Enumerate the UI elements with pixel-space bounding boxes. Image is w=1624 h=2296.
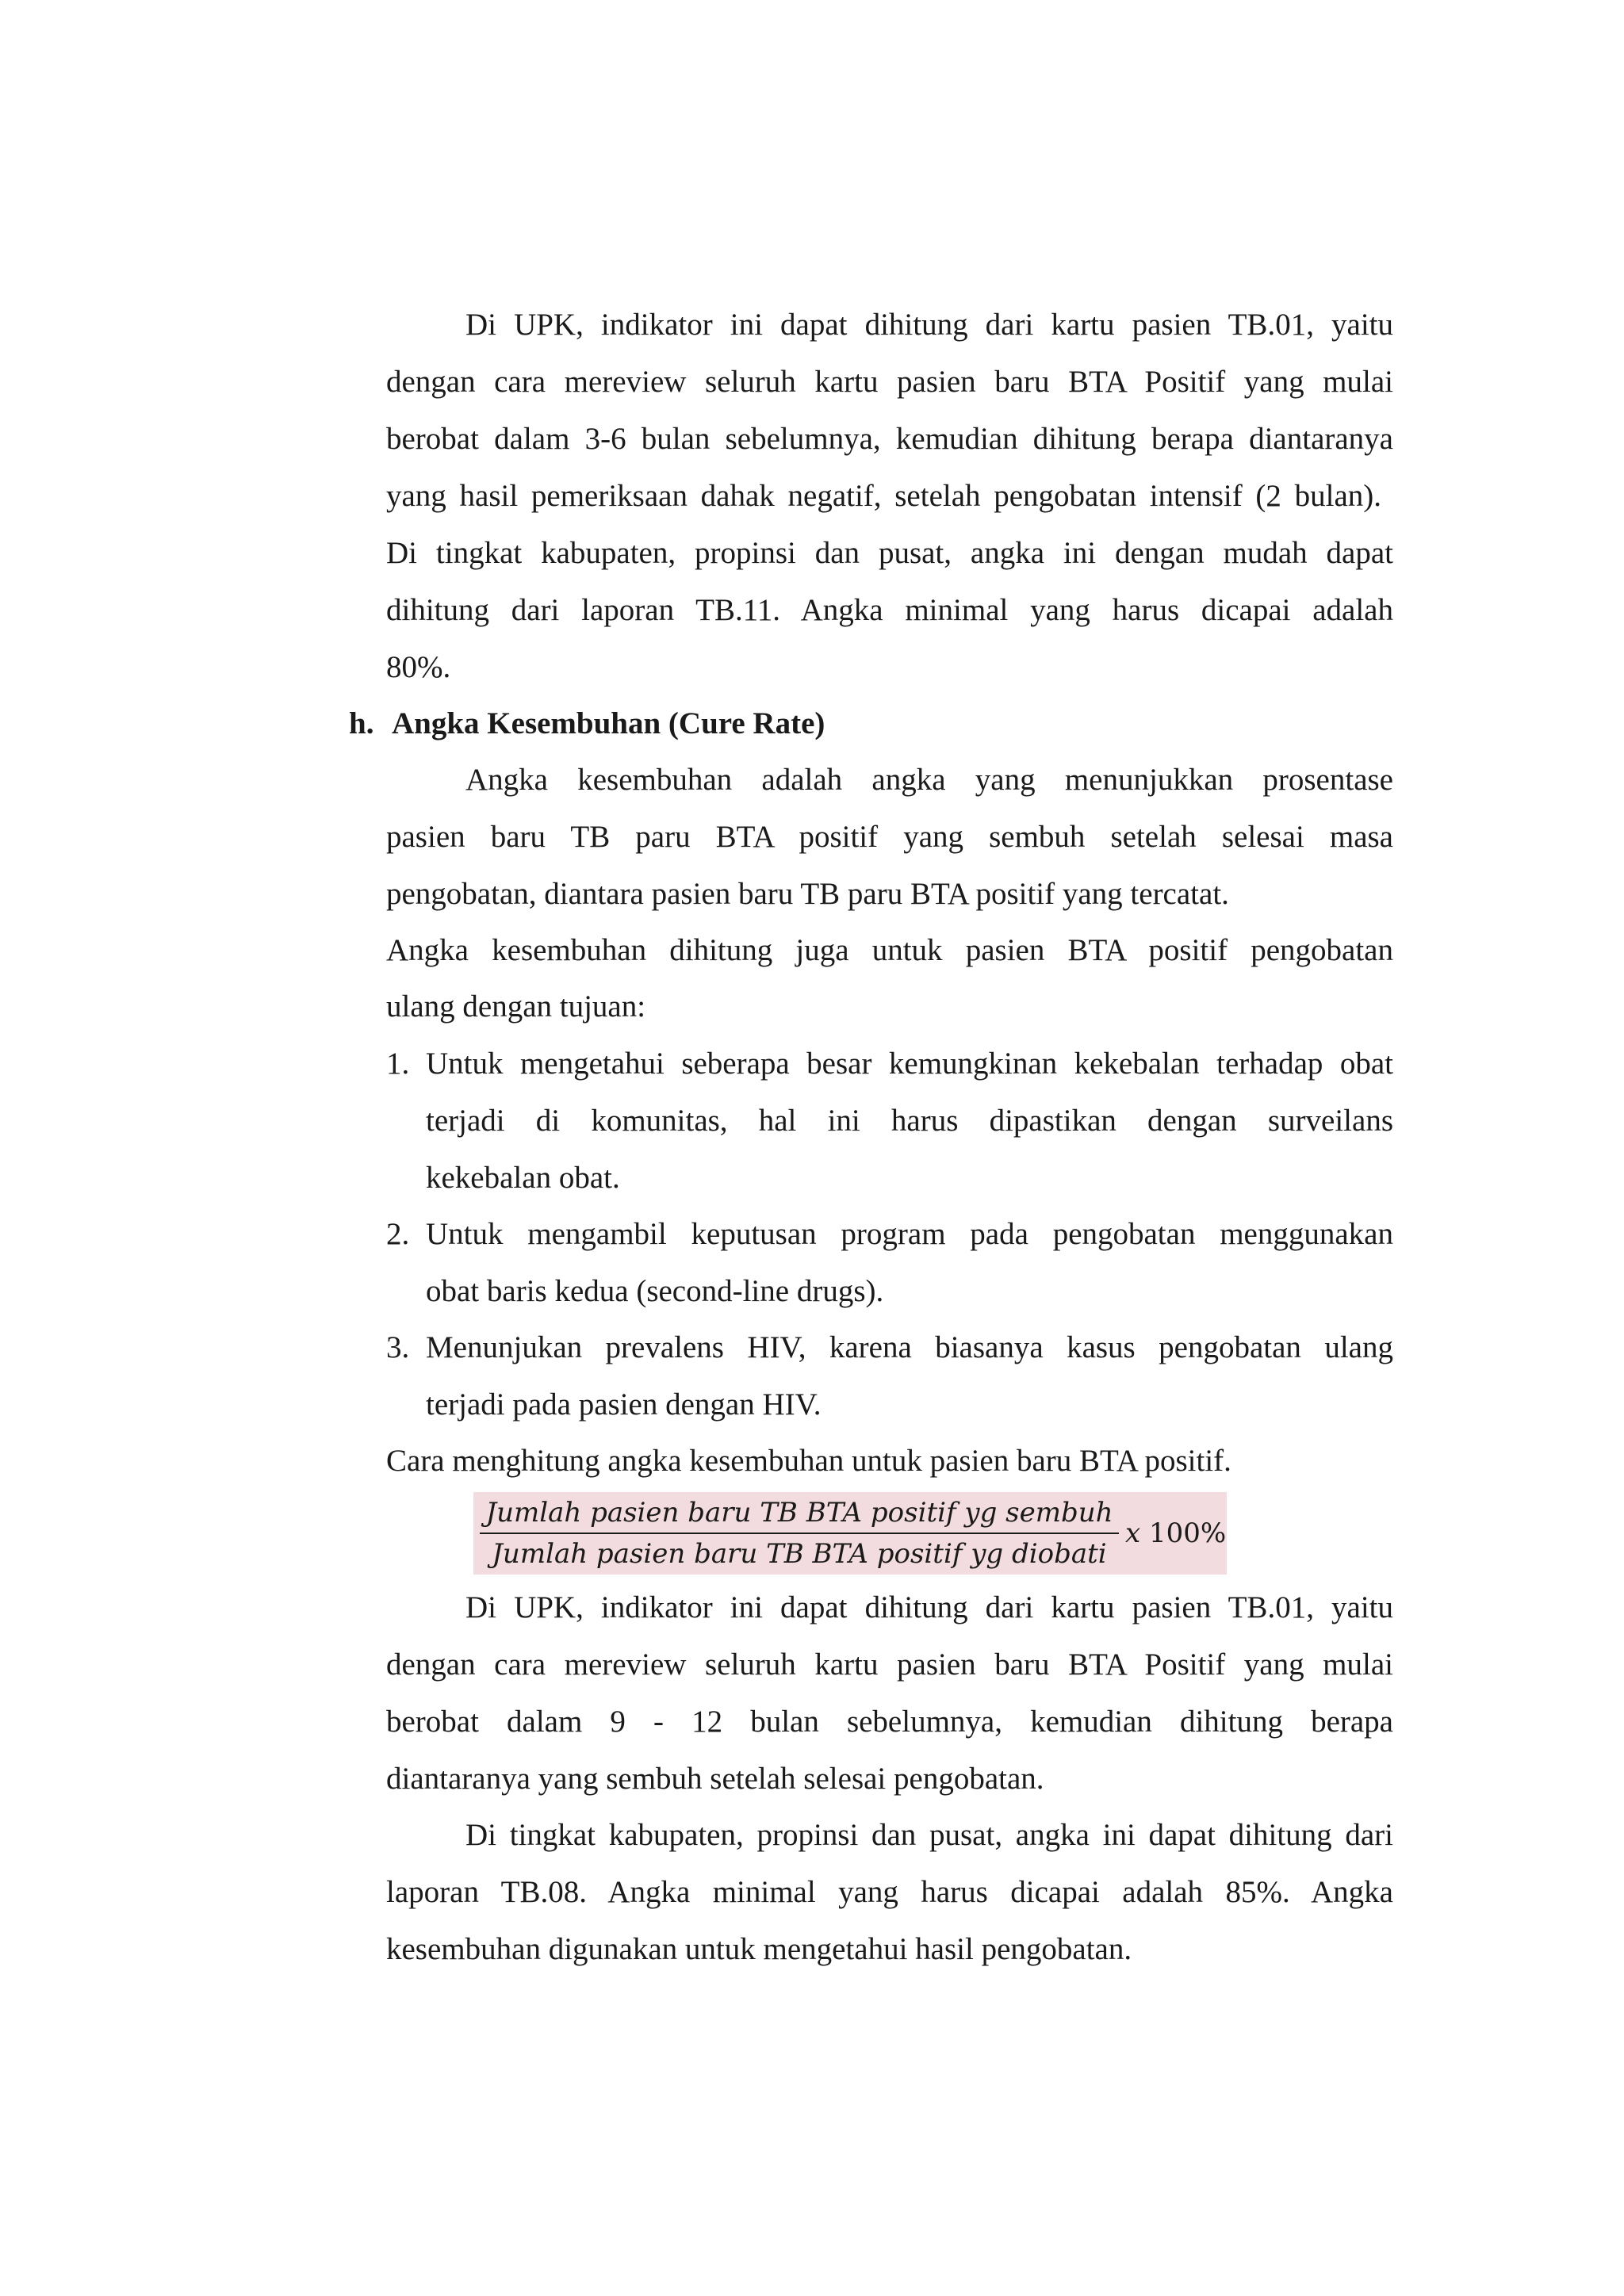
section-title: Angka Kesembuhan (Cure Rate) <box>392 706 825 740</box>
formula-denominator: Jumlah pasien baru TB BTA positif yg diobati <box>492 1538 1107 1570</box>
text-line: yang hasil pemeriksaan dahak negatif, setelah pengobatan intensif (2 bulan). <box>386 479 1381 513</box>
section-marker: h. <box>349 706 374 740</box>
text-line: obat baris kedua (second-line drugs). <box>426 1274 884 1308</box>
fraction-bar <box>480 1533 1119 1534</box>
text-line: Angka kesembuhan dihitung juga untuk pasien BTA positif pengobatan <box>386 933 1393 967</box>
text-line: berobat dalam 9 - 12 bulan sebelumnya, kemudian dihitung berapa <box>386 1705 1393 1739</box>
formula-multiplier <box>1125 1516 1226 1551</box>
text-line: Untuk mengetahui seberapa besar kemungkinan kekebalan terhadap obat <box>426 1047 1393 1081</box>
text-line: Menunjukan prevalens HIV, karena biasanya kasus pengobatan ulang <box>426 1330 1393 1364</box>
text-line: terjadi pada pasien dengan HIV. <box>426 1387 822 1422</box>
formula-fraction <box>480 1492 1119 1575</box>
text-line: dihitung dari laporan TB.11. Angka minimal yang harus dicapai adalah <box>386 593 1393 627</box>
multiplier-value: 100% <box>1149 1517 1227 1549</box>
text-line: laporan TB.08. Angka minimal yang harus dicapai adalah 85%. Angka <box>386 1875 1393 1909</box>
text-line: Di tingkat kabupaten, propinsi dan pusat, angka ini dengan mudah dapat <box>386 536 1393 570</box>
list-marker: 1. <box>386 1047 410 1081</box>
text-line: berobat dalam 3-6 bulan sebelumnya, kemudian dihitung berapa diantaranya <box>386 422 1393 456</box>
text-line: Untuk mengambil keputusan program pada pengobatan menggunakan <box>426 1217 1393 1251</box>
formula-intro: Cara menghitung angka kesembuhan untuk pasien baru BTA positif. <box>386 1444 1231 1478</box>
text-line: Di tingkat kabupaten, propinsi dan pusat, angka ini dapat dihitung dari <box>465 1818 1393 1852</box>
text-line: diantaranya yang sembuh setelah selesai pengobatan. <box>386 1762 1044 1796</box>
text-line: terjadi di komunitas, hal ini harus dipastikan dengan surveilans <box>426 1104 1393 1138</box>
list-marker: 3. <box>386 1330 410 1364</box>
text-line: pasien baru TB paru BTA positif yang sembuh setelah selesai masa <box>386 820 1393 854</box>
text-line: pengobatan, diantara pasien baru TB paru BTA positif yang tercatat. <box>386 877 1229 911</box>
text-line: kekebalan obat. <box>426 1161 620 1195</box>
text-line: Di UPK, indikator ini dapat dihitung dari kartu pasien TB.01, yaitu <box>465 1590 1393 1624</box>
text-line: dengan cara mereview seluruh kartu pasien baru BTA Positif yang mulai <box>386 1647 1393 1682</box>
text-line: ulang dengan tujuan: <box>386 989 646 1024</box>
text-line: Angka kesembuhan adalah angka yang menunjukkan prosentase <box>465 763 1393 797</box>
list-marker: 2. <box>386 1217 410 1251</box>
multiply-symbol: x <box>1125 1517 1141 1549</box>
text-line: dengan cara mereview seluruh kartu pasien baru BTA Positif yang mulai <box>386 365 1393 399</box>
formula-numerator: Jumlah pasien baru TB BTA positif yg sembuh <box>485 1497 1113 1529</box>
text-line: 80%. <box>386 650 451 684</box>
cure-rate-formula <box>473 1492 1227 1575</box>
text-line: Di UPK, indikator ini dapat dihitung dari kartu pasien TB.01, yaitu <box>465 308 1393 342</box>
text-line: kesembuhan digunakan untuk mengetahui hasil pengobatan. <box>386 1932 1132 1966</box>
